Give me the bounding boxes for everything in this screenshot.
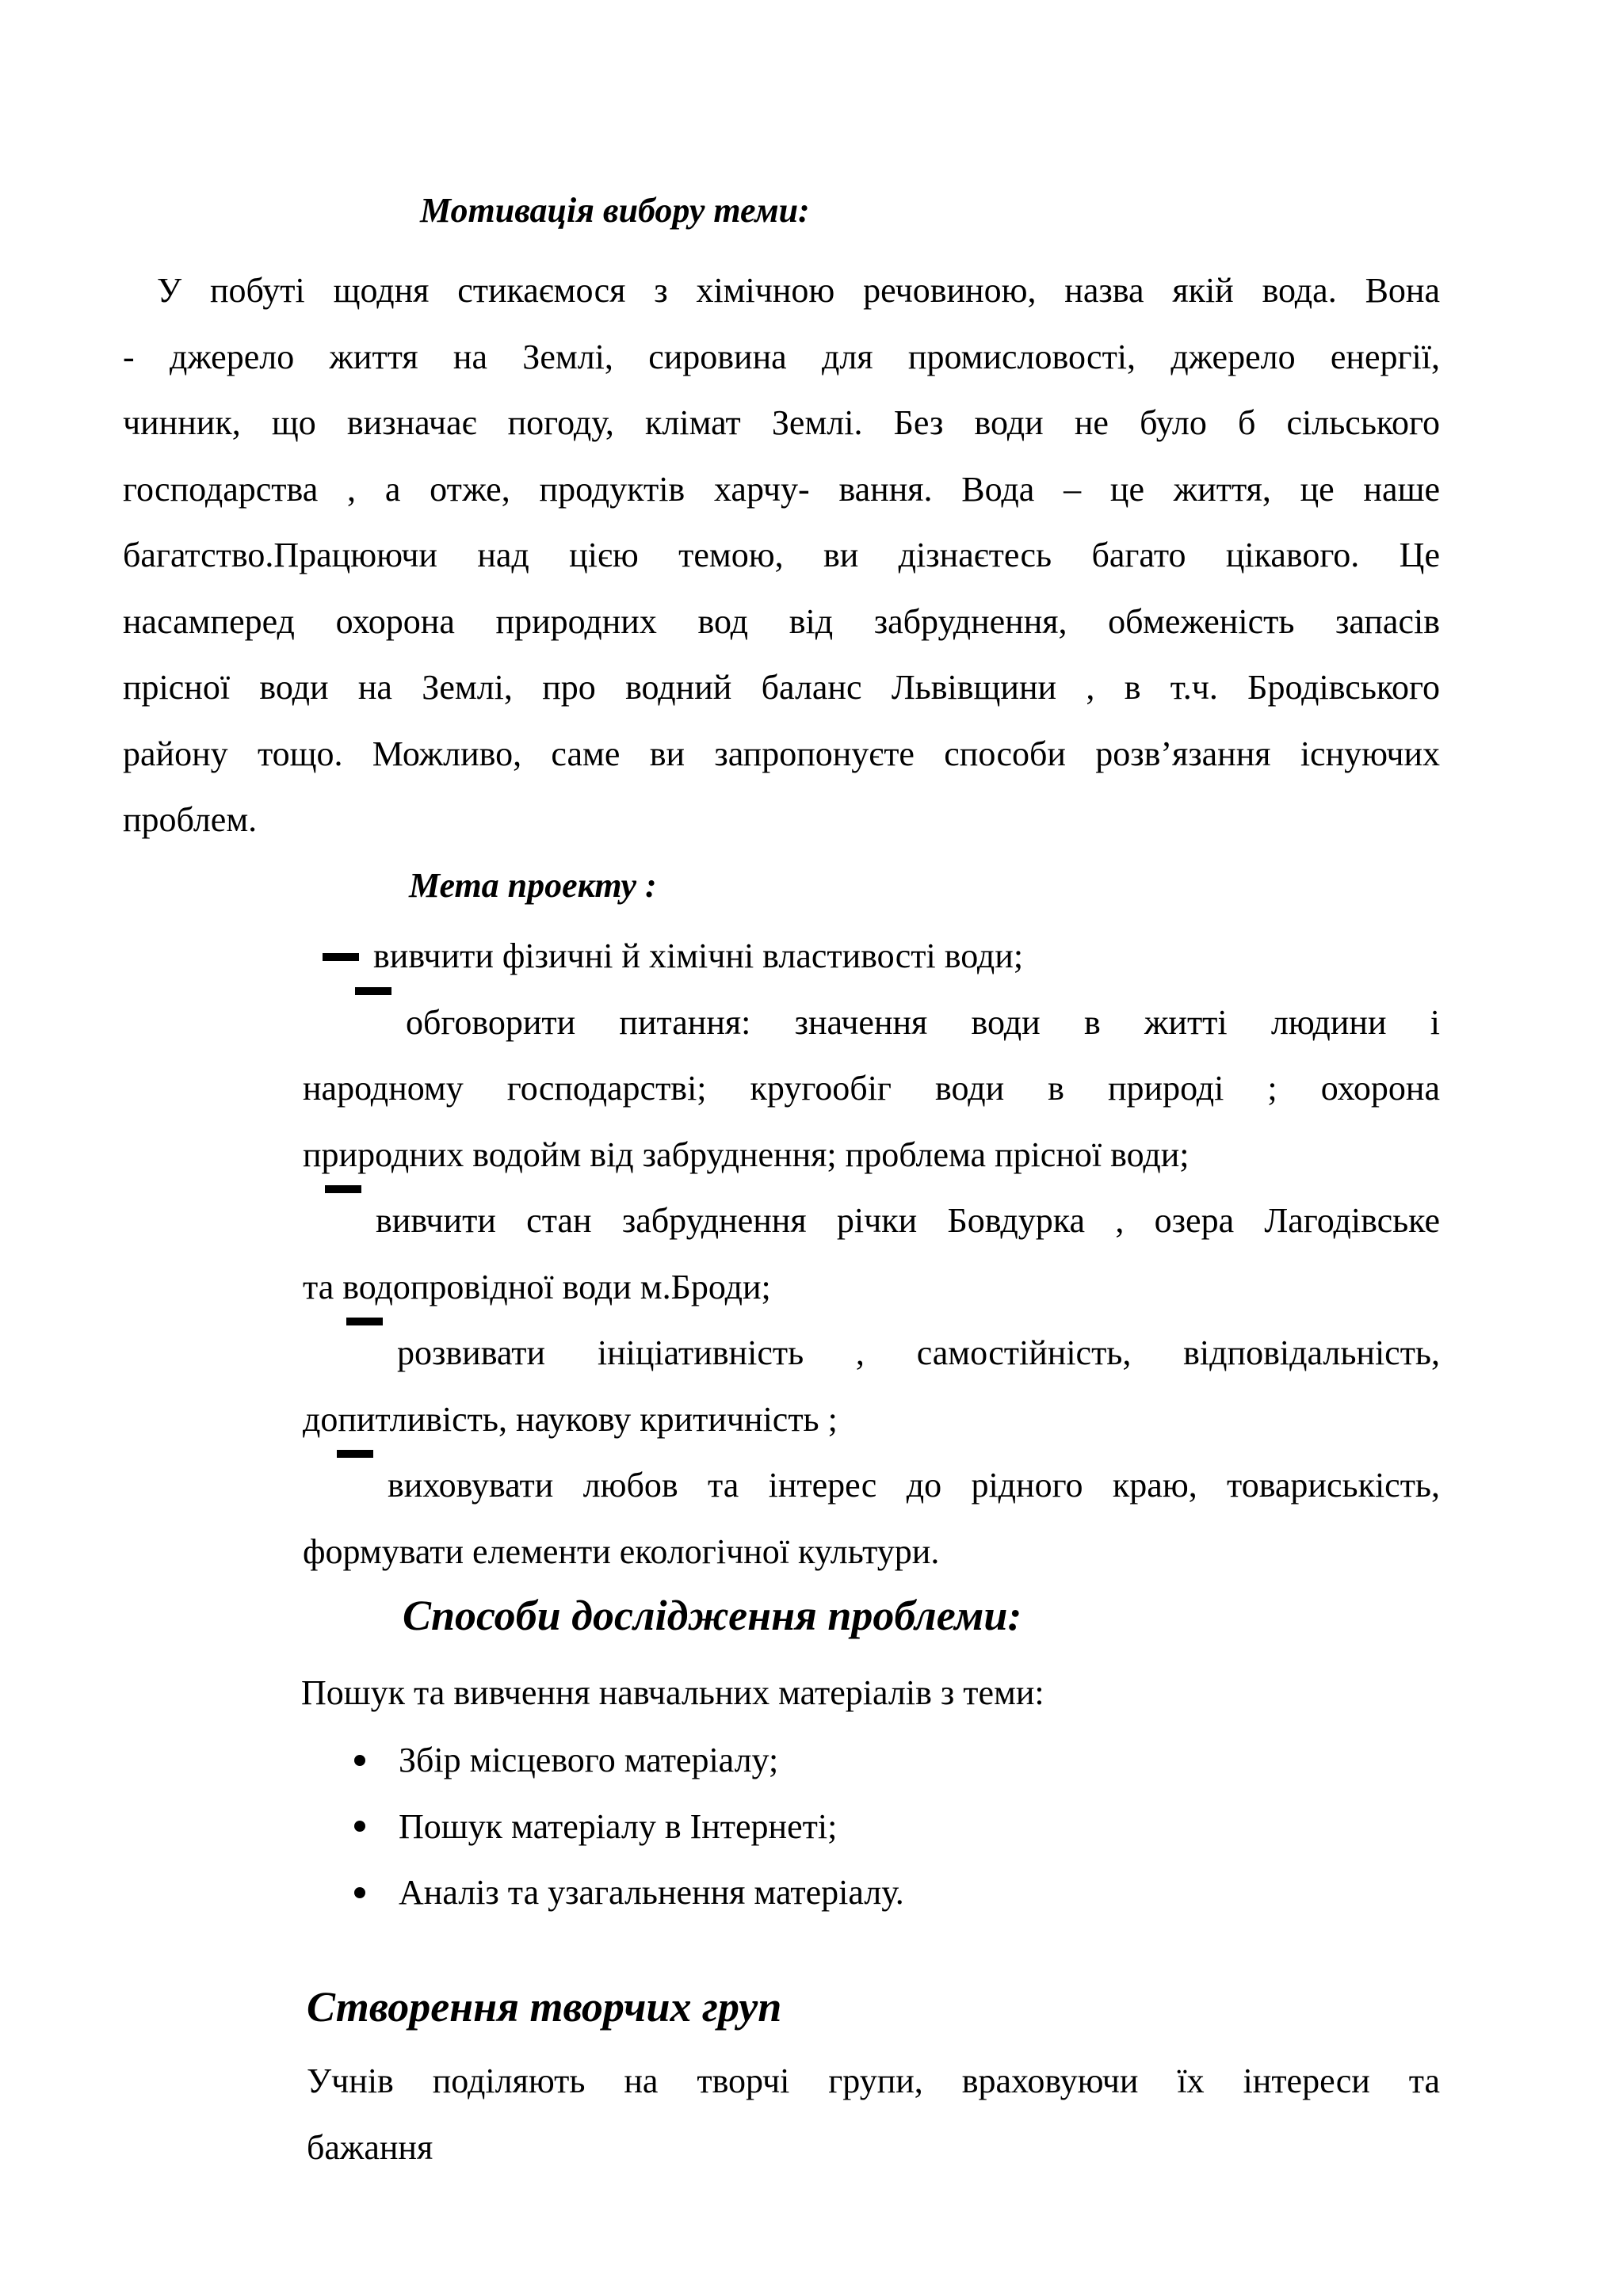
goal-text: природних водойм від забруднення; проблема прісної води; xyxy=(303,1135,1190,1174)
methods-intro: Пошук та вивчення навчальних матеріалів з теми: xyxy=(301,1673,1044,1712)
text-line: У побуті щодня стикаємося з хімічною речовиною, назва якій вода. Вона xyxy=(157,271,1440,310)
text-line: Учнів поділяють на творчі групи, враховуючи їх інтереси та xyxy=(307,2061,1440,2100)
goal-heading: Мета проекту : xyxy=(409,866,657,905)
goal-text: формувати елементи екологічної культури. xyxy=(303,1531,940,1571)
goal-text: вивчити стан забруднення річки Бовдурка , озера Лагодівське xyxy=(376,1201,1440,1240)
groups-paragraph xyxy=(307,2048,1440,2180)
list-item: Збір місцевого матеріалу; xyxy=(354,1727,904,1794)
goal-text: народному господарстві; кругообіг води в природі ; охорона xyxy=(303,1069,1440,1108)
goal-text: розвивати ініціативність , самостійність, відповідальність, xyxy=(397,1333,1440,1372)
bullet-icon xyxy=(354,1821,365,1832)
goal-item xyxy=(303,990,1440,1188)
text-line: району тощо. Можливо, саме ви запропонуєте способи розв’язання існуючих xyxy=(123,734,1440,773)
methods-heading: Способи дослідження проблеми: xyxy=(403,1592,1022,1639)
goal-item xyxy=(303,923,1440,990)
text-line: насамперед охорона природних вод від забруднення, обмеженість запасів xyxy=(123,601,1440,641)
goal-text: виховувати любов та інтерес до рідного краю, товариськість, xyxy=(388,1466,1440,1505)
text-line: господарства , а отже, продуктів харчу- вання. Вода – це життя, це наше xyxy=(123,469,1440,509)
dash-bullet-icon xyxy=(355,987,391,995)
motivation-heading: Мотивація вибору теми: xyxy=(420,191,810,230)
goal-list xyxy=(303,923,1440,1585)
text-line: чинник, що визначає погоду, клімат Землі. Без води не було б сільського xyxy=(123,403,1440,442)
list-item: Аналіз та узагальнення матеріалу. xyxy=(354,1859,904,1926)
list-item: Пошук матеріалу в Інтернеті; xyxy=(354,1794,904,1860)
goal-text: та водопровідної води м.Броди; xyxy=(303,1267,771,1306)
dash-bullet-icon xyxy=(337,1450,373,1458)
goal-text: допитливість, наукову критичність ; xyxy=(303,1399,838,1439)
dash-bullet-icon xyxy=(323,953,359,961)
text-line: бажання xyxy=(307,2127,433,2167)
goal-text: вивчити фізичні й хімічні властивості води; xyxy=(373,936,1024,975)
motivation-paragraph xyxy=(123,257,1440,853)
text-line: проблем. xyxy=(123,800,258,839)
methods-list xyxy=(354,1727,904,1926)
bullet-icon xyxy=(354,1755,365,1766)
text-line: прісної води на Землі, про водний баланс Львівщини , в т.ч. Бродівського xyxy=(123,668,1440,707)
groups-heading: Створення творчих груп xyxy=(307,1983,782,2031)
goal-item xyxy=(303,1452,1440,1585)
text-line: багатство.Працюючи над цією темою, ви дізнаєтесь багато цікавого. Це xyxy=(123,536,1440,574)
dash-bullet-icon xyxy=(346,1318,383,1325)
goal-item xyxy=(303,1188,1440,1320)
bullet-icon xyxy=(354,1887,365,1898)
goal-text: обговорити питання: значення води в житті людини і xyxy=(406,1002,1440,1042)
goal-item xyxy=(303,1320,1440,1452)
dash-bullet-icon xyxy=(325,1185,361,1193)
text-line: - джерело життя на Землі, сировина для промисловості, джерело енергії, xyxy=(123,337,1440,376)
